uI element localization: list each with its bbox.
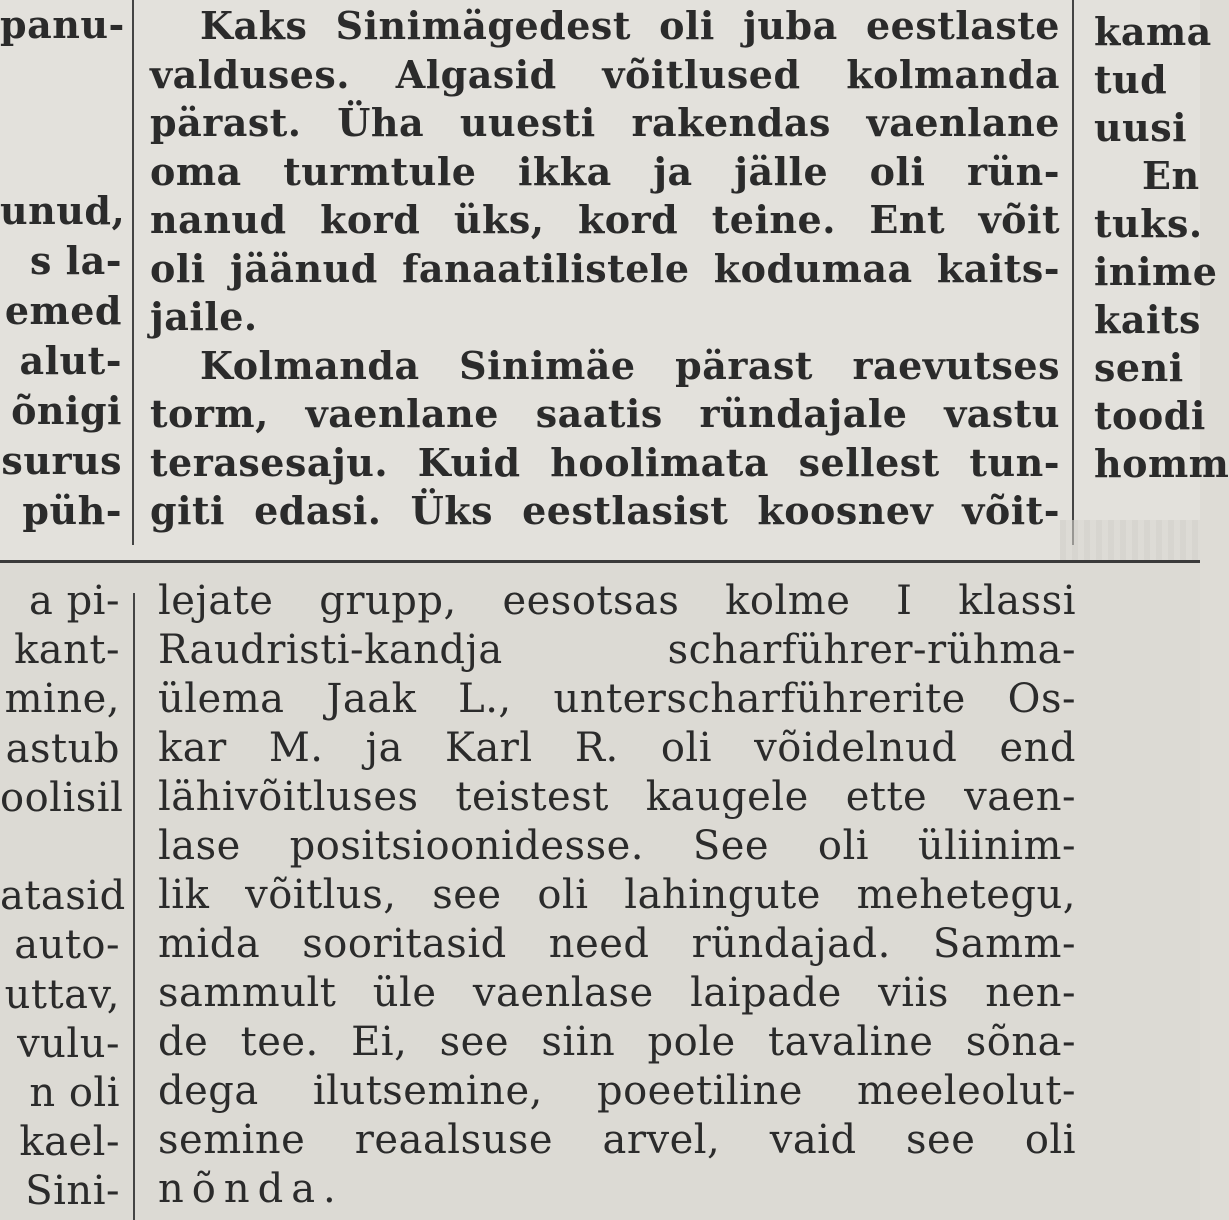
text-line: tuks. — [1094, 201, 1203, 246]
text-line: püh- — [22, 488, 122, 533]
text-line: lähivõitluses teistest kaugele ette vaen- — [158, 774, 1076, 820]
text-line: oli jäänud fanaatilistele kodumaa kaits- — [150, 245, 1060, 291]
text-line: jaile. — [150, 294, 258, 339]
text-line: s la- — [30, 238, 122, 283]
bottom-clipping — [0, 563, 1200, 1220]
text-line: oolisil — [0, 774, 124, 821]
text-line: Kaks Sinimägedest oli juba eestlaste — [200, 3, 1060, 48]
text-line: pärast. Üha uuesti rakendas vaenlane — [150, 100, 1060, 145]
text-line: oma turmtule ikka ja jälle oli rün- — [150, 148, 1060, 194]
text-line: sammult üle vaenlase laipade viis nen- — [158, 970, 1076, 1016]
text-line: kael- — [19, 1119, 120, 1166]
top-right-column — [1094, 8, 1229, 488]
text-line: Kolmanda Sinimäe pärast raevutses — [200, 342, 1060, 388]
text-line: kaits — [1094, 297, 1201, 342]
text-line: inime — [1094, 249, 1218, 294]
top-left-fragment: panu- — [0, 2, 125, 47]
column-rule — [1072, 0, 1074, 545]
top-left-column-lines — [0, 186, 126, 536]
text-line: nõnda. — [158, 1166, 344, 1212]
text-line: Raudristi-kandja scharführer-rühma- — [158, 627, 1076, 673]
text-line: Sini- — [25, 1168, 120, 1215]
text-line: nanud kord üks, kord teine. Ent võit — [150, 197, 1060, 242]
bottom-left-column — [0, 577, 126, 1216]
text-line: lik võitlus, see oli lahingute mehetegu, — [158, 872, 1076, 918]
text-line: mine, — [4, 676, 120, 723]
text-line: ülema Jaak L., unterscharführerite Os- — [158, 676, 1076, 722]
text-line: valduses. Algasid võitlused kolmanda — [150, 51, 1060, 97]
text-line: En — [1142, 153, 1200, 198]
top-main-column — [150, 2, 1060, 536]
text-line: a pi- — [29, 578, 120, 624]
column-rule — [132, 0, 134, 545]
text-line: lejate grupp, eesotsas kolme I klassi — [158, 578, 1076, 624]
text-line: giti edasi. Üks eestlasist koosnev võit- — [150, 488, 1060, 533]
text-line: n oli — [29, 1069, 120, 1116]
text-line: auto- — [14, 922, 120, 969]
text-line: semine reaalsuse arvel, vaid see oli — [158, 1117, 1076, 1163]
text-line: seni — [1094, 345, 1184, 390]
text-line: toodi — [1094, 393, 1206, 438]
top-left-column — [0, 0, 125, 50]
text-line: kama — [1094, 9, 1212, 54]
text-line: uttav, — [4, 971, 120, 1018]
text-line: terasesaju. Kuid hoolimata sellest tun- — [150, 439, 1060, 485]
text-line: torm, vaenlane saatis ründajale vastu — [150, 391, 1060, 436]
text-line: kant- — [14, 627, 120, 674]
torn-edge — [1060, 520, 1200, 560]
text-line: õnigi — [11, 388, 122, 433]
text-line: tud — [1094, 57, 1168, 102]
text-line: de tee. Ei, see siin pole tavaline sõna- — [158, 1019, 1076, 1065]
column-rule — [133, 593, 135, 1220]
text-line: uusi — [1094, 105, 1188, 150]
text-line: lase positsioonidesse. See oli üliinim- — [158, 823, 1076, 869]
text-line: homm — [1094, 441, 1229, 486]
text-line: astub — [5, 725, 120, 772]
text-line: alut- — [19, 338, 122, 383]
text-line: surus — [1, 438, 122, 483]
text-line: unud, — [0, 188, 126, 233]
text-line: mida sooritasid need ründajad. Samm- — [158, 921, 1076, 967]
text-line: dega ilutsemine, poeetiline meeleolut- — [158, 1068, 1076, 1114]
text-line: vulu- — [17, 1020, 120, 1067]
text-line: emed — [4, 288, 122, 333]
top-clipping — [0, 0, 1229, 560]
text-line: atasid — [0, 873, 126, 920]
text-line: kar M. ja Karl R. oli võidelnud end — [158, 725, 1076, 771]
text-line — [0, 823, 120, 872]
bottom-main-column — [158, 577, 1076, 1214]
